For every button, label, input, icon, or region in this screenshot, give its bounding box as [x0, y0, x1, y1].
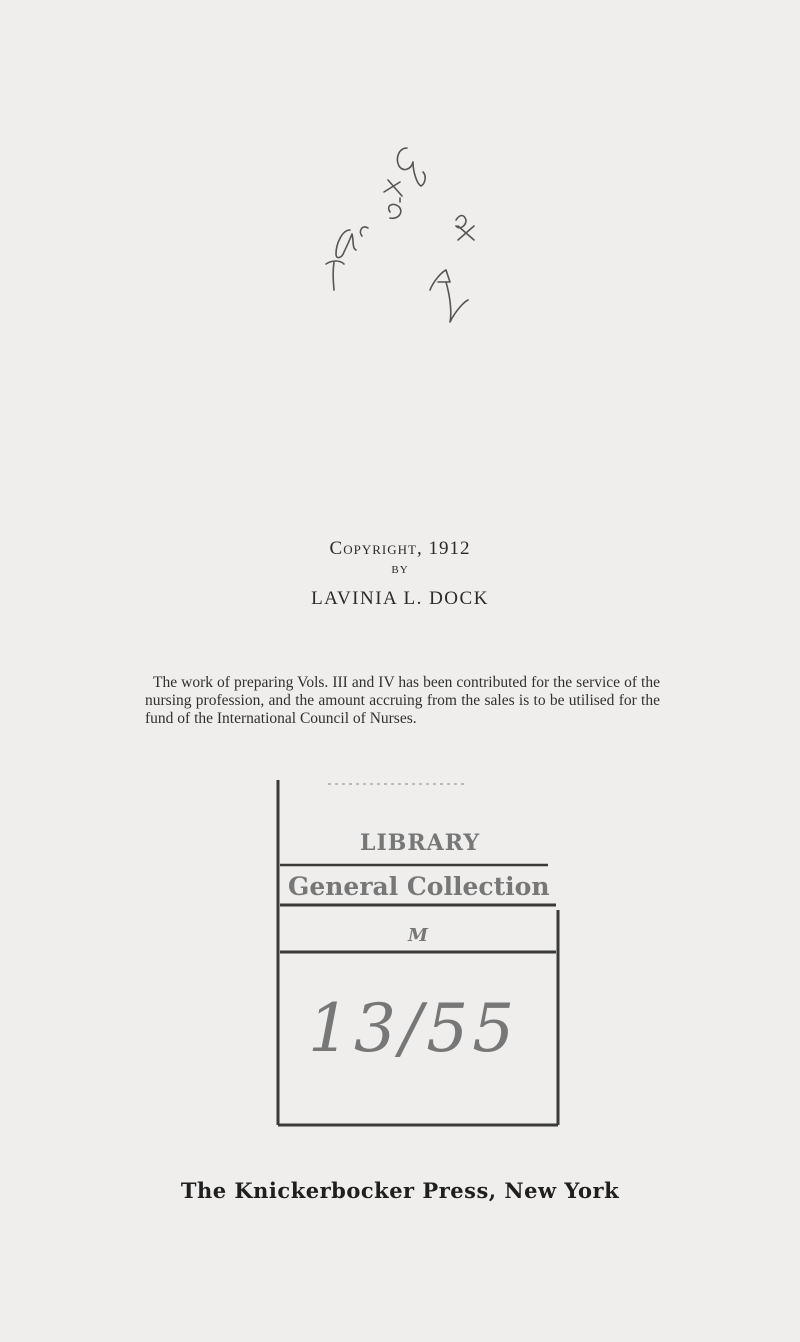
- author-name: LAVINIA L. DOCK: [311, 588, 489, 609]
- stamp-library-label: LIBRARY: [360, 830, 481, 856]
- library-stamp: [268, 770, 568, 1130]
- publisher-imprint: The Knickerbocker Press, New York: [180, 1178, 620, 1203]
- dedication-note: The work of preparing Vols. III and IV has been contributed for the service of the nursing profession, and the amount accruing from the sales is to be utilised for the fund of the International Council of Nurses.: [145, 673, 660, 727]
- stamp-letter: M: [408, 925, 428, 946]
- stamp-number: 13/55: [308, 990, 519, 1067]
- handwritten-notation: [230, 140, 490, 340]
- copyright-line: Copyright, 1912: [329, 538, 471, 559]
- stamp-frame: [268, 770, 568, 1130]
- stamp-collection-label: General Collection: [288, 872, 550, 901]
- by-line: BY: [391, 564, 409, 576]
